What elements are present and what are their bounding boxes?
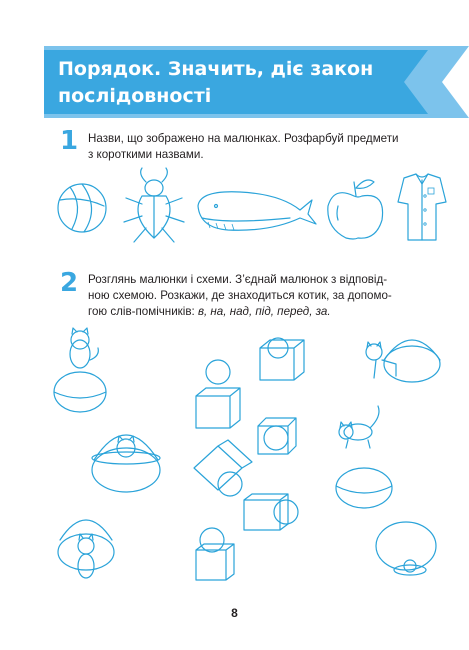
task1-text bbox=[88, 131, 446, 163]
page-number: 8 bbox=[231, 606, 238, 620]
page-title-line1: Порядок. Значить, діє закон bbox=[58, 58, 374, 80]
scheme-ball-under-cube[interactable] bbox=[194, 440, 252, 496]
task2-text-line1: Розглянь малюнки і схеми. З’єднай малюнок з відповід- bbox=[88, 273, 388, 286]
whale-picture[interactable] bbox=[198, 192, 316, 230]
apple-picture[interactable] bbox=[328, 180, 383, 239]
ball-picture[interactable] bbox=[58, 184, 106, 232]
task2-text-line3-prefix: гою слів-помічників: bbox=[88, 305, 198, 318]
shirt-picture[interactable] bbox=[398, 174, 446, 240]
task2-pictures bbox=[40, 320, 460, 590]
page-title-line2: послідовності bbox=[58, 85, 212, 107]
cat-in-basket[interactable] bbox=[92, 435, 160, 492]
task2-text-line2: ною схемою. Розкажи, де знаходиться котик, за допомо- bbox=[88, 289, 392, 302]
page-title bbox=[58, 56, 418, 110]
task1-text-line1: Назви, що зображено на малюнках. Розфарбуй предмети bbox=[88, 132, 399, 145]
cat-behind-basket[interactable] bbox=[366, 340, 440, 382]
scheme-ball-behind-cube[interactable] bbox=[258, 418, 296, 454]
task1-pictures bbox=[50, 166, 450, 250]
beetle-picture[interactable] bbox=[124, 168, 184, 242]
task1-number: 1 bbox=[60, 126, 79, 156]
helper-words: в, на, над, під, перед, за. bbox=[197, 305, 331, 318]
scheme-ball-above-cube[interactable] bbox=[196, 360, 240, 428]
task1-text-line2: з короткими назвами. bbox=[88, 148, 204, 161]
scheme-ball-in-cube[interactable] bbox=[260, 338, 304, 380]
cat-above-basket[interactable] bbox=[336, 406, 392, 508]
task2-number: 2 bbox=[60, 268, 79, 298]
task2-text bbox=[88, 272, 446, 320]
cat-in-front-of-basket[interactable] bbox=[58, 520, 114, 578]
scheme-ball-next-to-cube[interactable] bbox=[244, 494, 298, 530]
task2-text-line3 bbox=[88, 304, 446, 320]
cat-under-basket[interactable] bbox=[376, 522, 436, 575]
scheme-ball-on-cube[interactable] bbox=[196, 528, 234, 580]
title-banner bbox=[0, 46, 469, 118]
cat-on-basket[interactable] bbox=[54, 328, 106, 412]
